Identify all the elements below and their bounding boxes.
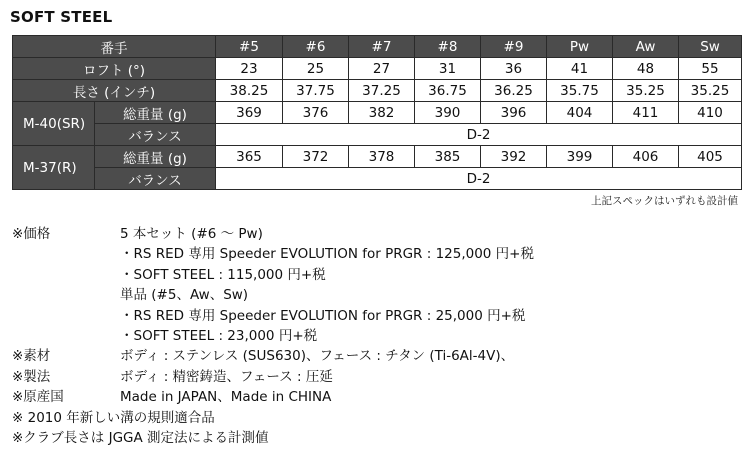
shaft1-weight-label: 総重量 (g) xyxy=(95,102,216,124)
weight-cell: 372 xyxy=(283,146,349,168)
loft-cell: 41 xyxy=(547,58,613,80)
column-header: #7 xyxy=(349,36,415,58)
method-label: ※製法 xyxy=(12,368,51,385)
weight-cell: 411 xyxy=(613,102,679,124)
weight-cell: 410 xyxy=(679,102,742,124)
shaft1-balance-label: バランス xyxy=(95,124,216,146)
spec-table xyxy=(12,35,742,190)
weight-cell: 365 xyxy=(216,146,283,168)
weight-cell: 399 xyxy=(547,146,613,168)
page-title: SOFT STEEL xyxy=(10,8,113,26)
length-cell: 37.75 xyxy=(283,80,349,102)
length-cell: 36.25 xyxy=(481,80,547,102)
price-single-rs: ・RS RED 専用 Speeder EVOLUTION for PRGR : 25,000 円+税 xyxy=(120,307,526,324)
loft-cell: 48 xyxy=(613,58,679,80)
loft-cell: 27 xyxy=(349,58,415,80)
shaft2-weight-label: 総重量 (g) xyxy=(95,146,216,168)
column-header: #8 xyxy=(415,36,481,58)
length-measure-note: ※クラブ長さは JGGA 測定法による計測値 xyxy=(12,430,269,447)
weight-cell: 382 xyxy=(349,102,415,124)
shaft2-name: M-37(R) xyxy=(13,146,95,190)
length-cell: 36.75 xyxy=(415,80,481,102)
shaft2-balance-value: D-2 xyxy=(216,168,742,190)
shaft1-balance-row xyxy=(13,124,742,146)
column-header: #5 xyxy=(216,36,283,58)
price-set-steel: ・SOFT STEEL : 115,000 円+税 xyxy=(120,266,326,283)
shaft2-balance-label: バランス xyxy=(95,168,216,190)
length-cell: 35.25 xyxy=(613,80,679,102)
weight-cell: 405 xyxy=(679,146,742,168)
length-label: 長さ (インチ) xyxy=(13,80,216,102)
weight-cell: 404 xyxy=(547,102,613,124)
weight-cell: 378 xyxy=(349,146,415,168)
length-cell: 38.25 xyxy=(216,80,283,102)
price-single: 単品 (#5、Aw、Sw) xyxy=(120,287,249,304)
info-section xyxy=(12,224,534,448)
weight-cell: 406 xyxy=(613,146,679,168)
shaft1-weight-row xyxy=(13,102,742,124)
price-single-steel: ・SOFT STEEL : 23,000 円+税 xyxy=(120,328,318,345)
loft-cell: 31 xyxy=(415,58,481,80)
origin-value: Made in JAPAN、Made in CHINA xyxy=(120,389,332,406)
column-header: #6 xyxy=(283,36,349,58)
origin-row xyxy=(12,387,534,407)
method-row xyxy=(12,367,534,387)
shaft1-name: M-40(SR) xyxy=(13,102,95,146)
loft-row xyxy=(13,58,742,80)
loft-cell: 23 xyxy=(216,58,283,80)
method-value: ボディ : 精密鋳造、フェース : 圧延 xyxy=(120,368,333,385)
header-label: 番手 xyxy=(13,36,216,58)
length-cell: 35.75 xyxy=(547,80,613,102)
material-row xyxy=(12,346,534,366)
price-label: ※価格 xyxy=(12,226,51,242)
groove-rule-note: ※ 2010 年新しい溝の規則適合品 xyxy=(12,409,215,426)
origin-label: ※原産国 xyxy=(12,389,64,406)
loft-cell: 36 xyxy=(481,58,547,80)
loft-cell: 25 xyxy=(283,58,349,80)
price-row xyxy=(12,224,534,244)
column-header: Sw xyxy=(679,36,742,58)
column-header: Aw xyxy=(613,36,679,58)
material-value: ボディ : ステンレス (SUS630)、フェース : チタン (Ti-6Al-4V)、 xyxy=(120,348,515,365)
price-set-rs: ・RS RED 専用 Speeder EVOLUTION for PRGR : 125,000 円+税 xyxy=(120,246,534,263)
weight-cell: 385 xyxy=(415,146,481,168)
loft-label: ロフト (°) xyxy=(13,58,216,80)
column-header: #9 xyxy=(481,36,547,58)
weight-cell: 392 xyxy=(481,146,547,168)
price-set: 5 本セット (#6 〜 Pw) xyxy=(120,226,263,242)
length-row xyxy=(13,80,742,102)
shaft1-balance-value: D-2 xyxy=(216,124,742,146)
spec-note: 上記スペックはいずれも設計値 xyxy=(591,195,738,207)
weight-cell: 390 xyxy=(415,102,481,124)
shaft2-weight-row xyxy=(13,146,742,168)
length-cell: 35.25 xyxy=(679,80,742,102)
loft-cell: 55 xyxy=(679,58,742,80)
weight-cell: 376 xyxy=(283,102,349,124)
length-cell: 37.25 xyxy=(349,80,415,102)
header-row xyxy=(13,36,742,58)
column-header: Pw xyxy=(547,36,613,58)
shaft2-balance-row xyxy=(13,168,742,190)
material-label: ※素材 xyxy=(12,348,51,365)
weight-cell: 369 xyxy=(216,102,283,124)
weight-cell: 396 xyxy=(481,102,547,124)
